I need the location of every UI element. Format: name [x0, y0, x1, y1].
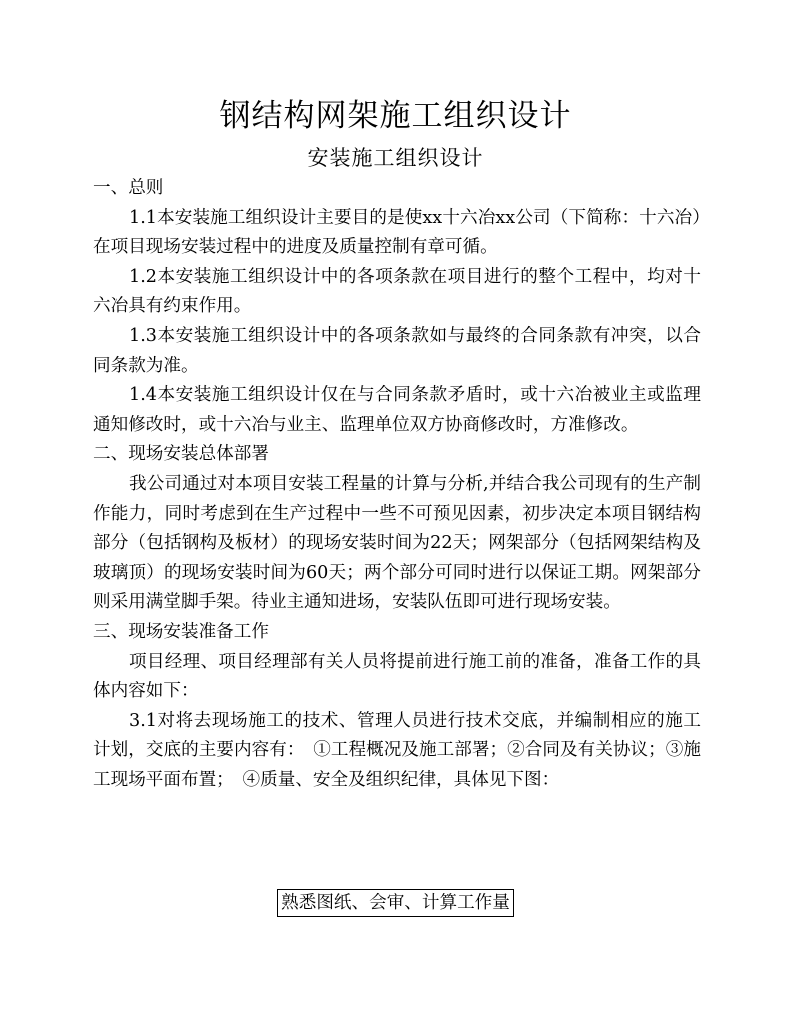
- document-subtitle: 安装施工组织设计: [307, 146, 484, 170]
- paragraph-1-1: 1.1本安装施工组织设计主要目的是使xx十六冶xx公司（下简称：十六冶）在项目现场安装过程中的进度及质量控制有章可循。: [93, 207, 701, 258]
- document-body: [93, 174, 701, 795]
- paragraph-3-1: 3.1对将去现场施工的技术、管理人员进行技术交底，并编制相应的施工计划，交底的主要内容有： ①工程概况及施工部署；②合同及有关协议；③施工现场平面布置； ④质量、安全及组织纪律，具体见下图：: [93, 710, 701, 790]
- paragraph-1-3: 1.3本安装施工组织设计中的各项条款如与最终的合同条款有冲突，以合同条款为准。: [93, 325, 701, 376]
- paragraph-deployment: 我公司通过对本项目安装工程量的计算与分析,并结合我公司现有的生产制作能力，同时考虑到在生产过程中一些不可预见因素，初步决定本项目钢结构部分（包括钢构及板材）的现场安装时间为22天；网架部分（包括网架结构及玻璃顶）的现场安装时间为60天；两个部分可同时进行以保证工期。网架部分则采用满堂脚手架。待业主通知进场，安装队伍即可进行现场安装。: [93, 473, 701, 613]
- paragraph-preparation: 项目经理、项目经理部有关人员将提前进行施工前的准备，准备工作的具体内容如下：: [93, 651, 701, 702]
- flowchart-start-box: [0, 889, 791, 917]
- document-title: 钢结构网架施工组织设计: [219, 98, 572, 134]
- section-heading-general: 一、总则: [93, 178, 164, 198]
- flowchart-box-label: 熟悉图纸、会审、计算工作量: [277, 889, 514, 917]
- section-heading-preparation: 三、现场安装准备工作: [93, 621, 269, 642]
- paragraph-1-2: 1.2本安装施工组织设计中的各项条款在项目进行的整个工程中，均对十六冶具有约束作用。: [93, 266, 701, 317]
- section-heading-deployment: 二、现场安装总体部署: [93, 444, 269, 465]
- paragraph-1-4: 1.4本安装施工组织设计仅在与合同条款矛盾时，或十六冶被业主或监理通知修改时，或十六冶与业主、监理单位双方协商修改时，方准修改。: [93, 385, 701, 435]
